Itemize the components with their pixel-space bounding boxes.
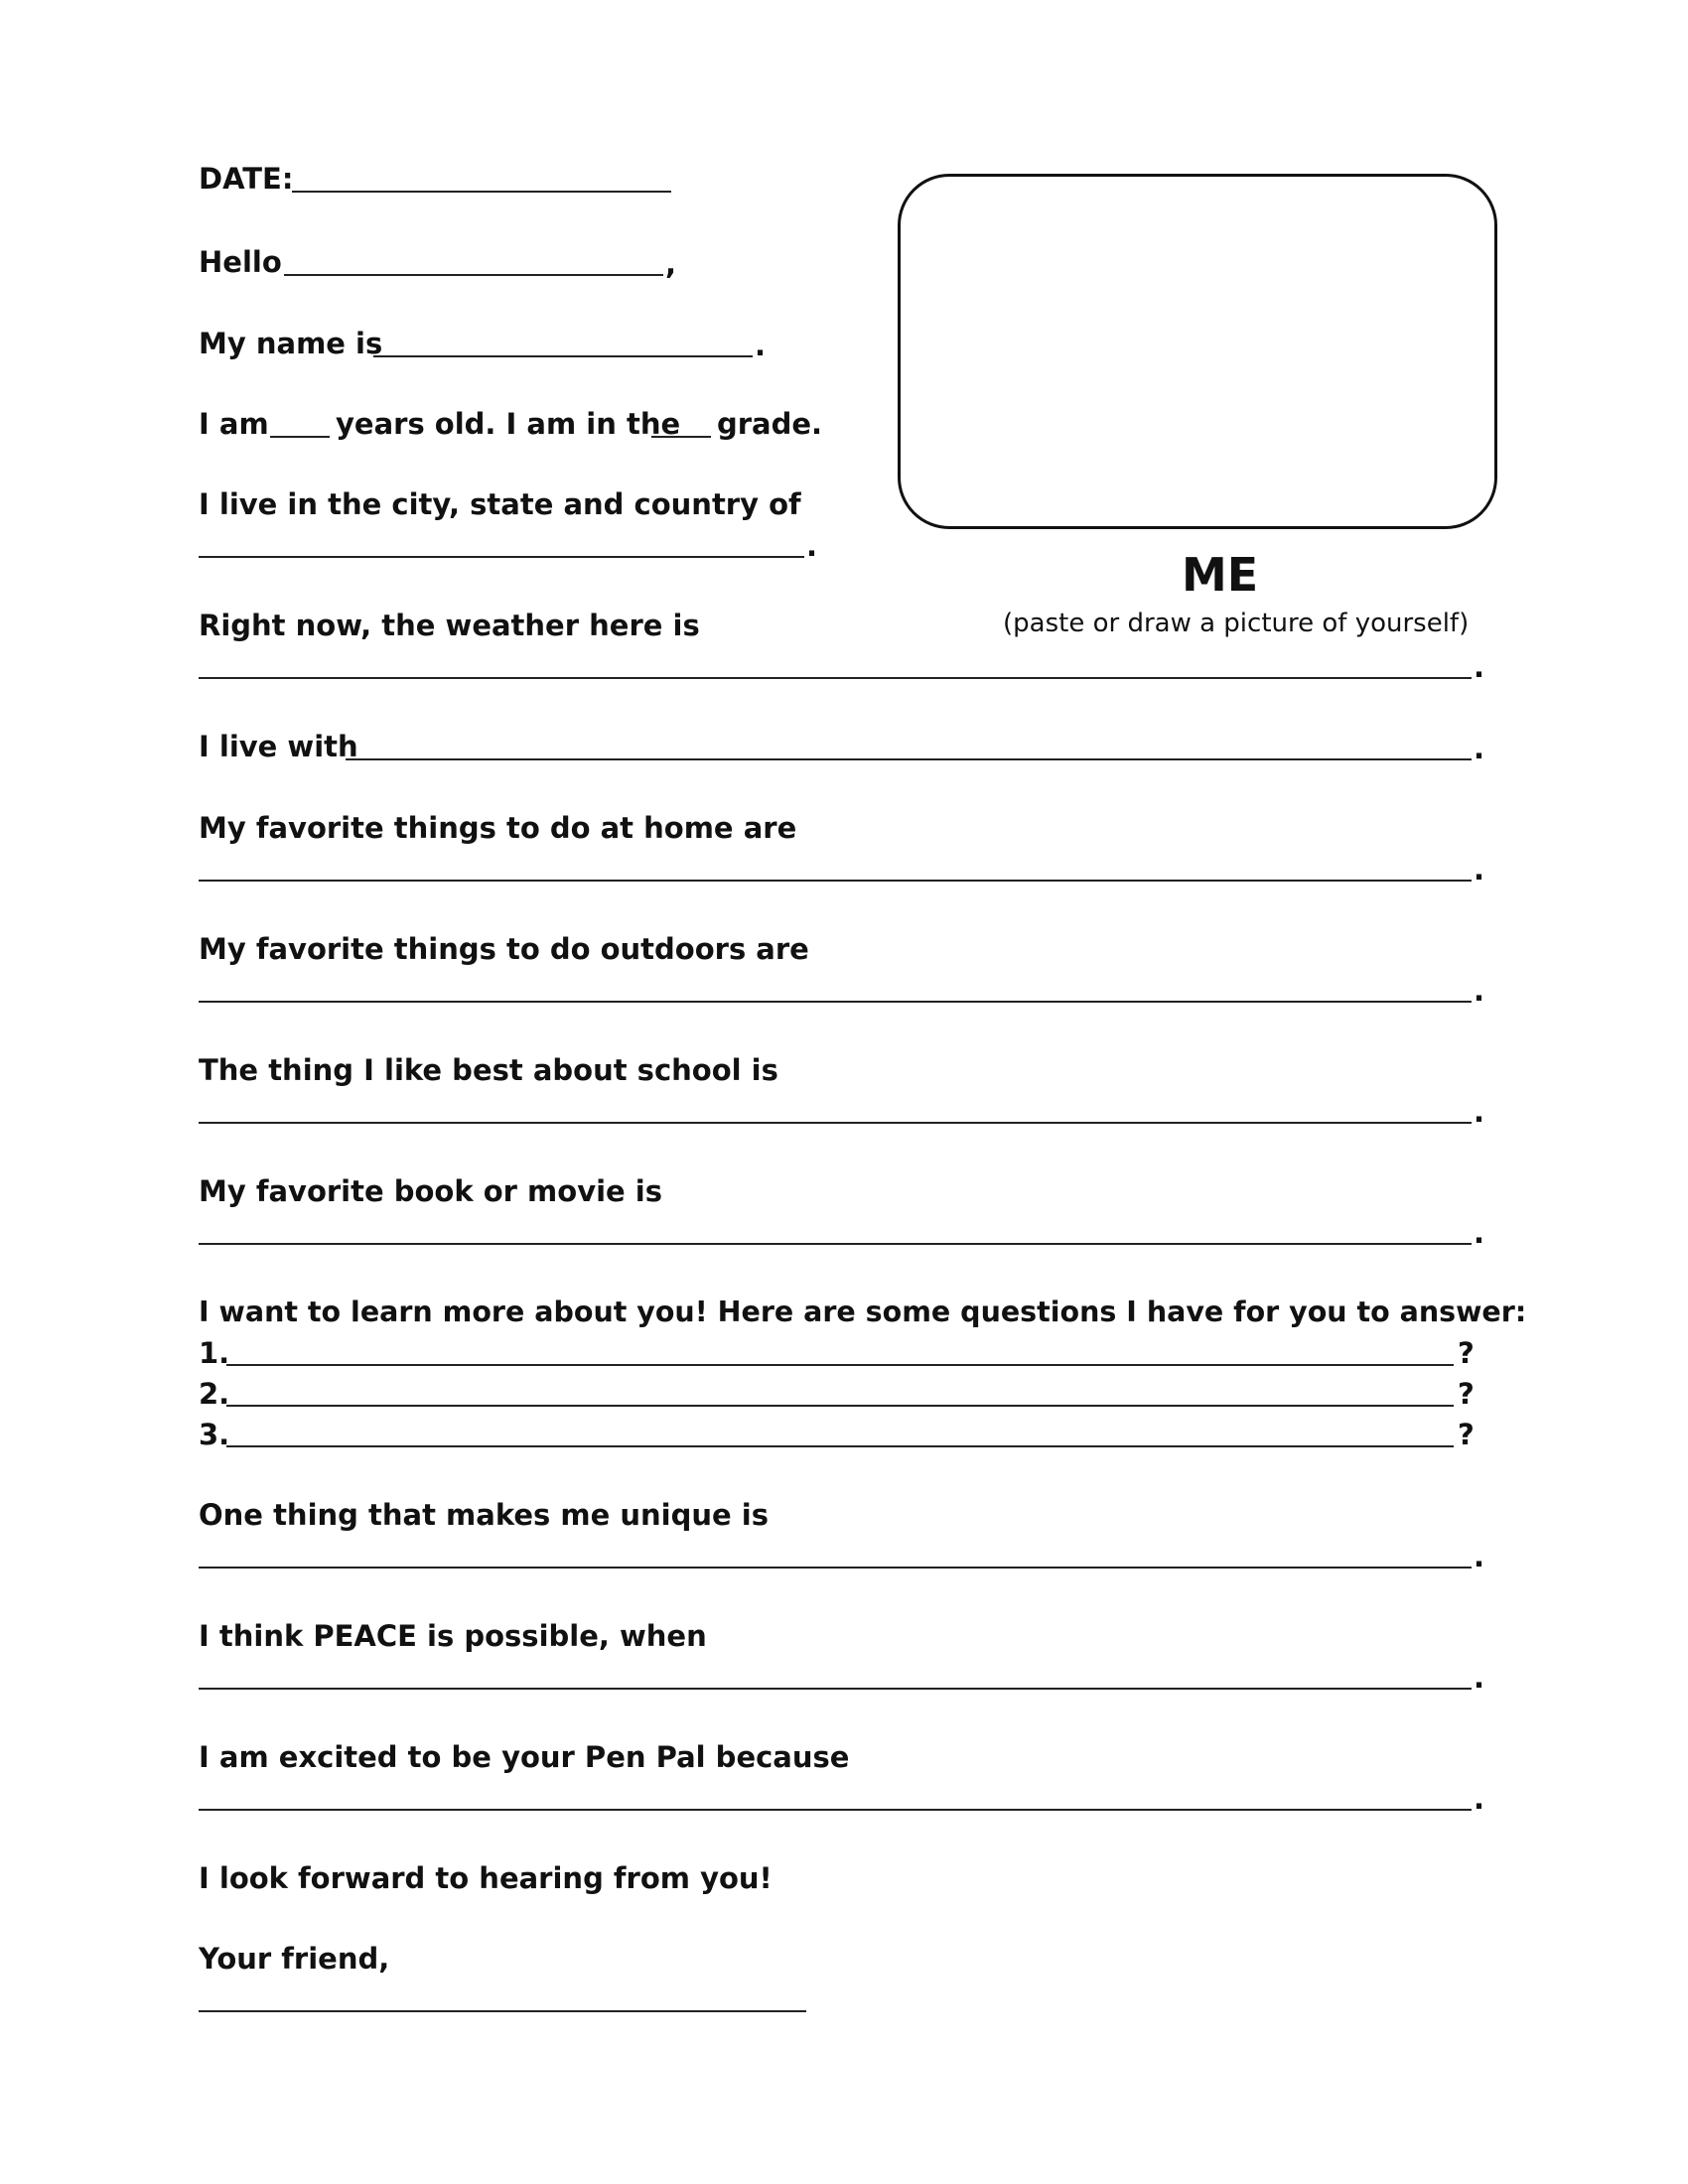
weather-period: .: [1474, 650, 1485, 684]
book-period: .: [1474, 1216, 1485, 1250]
date-label: DATE:: [199, 162, 294, 196]
unique-label: One thing that makes me unique is: [199, 1498, 769, 1532]
book-field[interactable]: [199, 1243, 1472, 1245]
question-2-mark: ?: [1458, 1377, 1475, 1411]
age-label: I am: [199, 407, 269, 441]
outdoors-field[interactable]: [199, 1001, 1472, 1003]
location-field[interactable]: [199, 556, 804, 558]
question-2-number: 2.: [199, 1377, 230, 1411]
school-period: .: [1474, 1095, 1485, 1129]
question-3-mark: ?: [1458, 1418, 1475, 1451]
peace-period: .: [1474, 1661, 1485, 1695]
photo-title: ME: [1182, 548, 1259, 602]
age-field[interactable]: [270, 436, 330, 438]
school-label: The thing I like best about school is: [199, 1053, 778, 1087]
home-label: My favorite things to do at home are: [199, 811, 797, 845]
penpal-period: .: [1474, 1782, 1485, 1816]
questions-label: I want to learn more about you! Here are some questions I have for you to answer:: [199, 1296, 1527, 1328]
grade-suffix: grade.: [717, 407, 823, 441]
weather-field[interactable]: [199, 677, 1472, 679]
closing-line: I look forward to hearing from you!: [199, 1861, 773, 1895]
live-with-label: I live with: [199, 730, 358, 763]
sign-off: Your friend,: [199, 1942, 390, 1976]
question-3-field[interactable]: [226, 1445, 1454, 1447]
date-field[interactable]: [292, 191, 671, 193]
question-1-number: 1.: [199, 1336, 230, 1370]
signature-field[interactable]: [199, 2010, 806, 2012]
hello-label: Hello: [199, 245, 282, 279]
hello-comma: ,: [665, 247, 677, 281]
peace-label: I think PEACE is possible, when: [199, 1619, 707, 1653]
live-with-period: .: [1474, 732, 1485, 765]
my-name-field[interactable]: [373, 355, 753, 357]
home-period: .: [1474, 853, 1485, 887]
penpal-label: I am excited to be your Pen Pal because: [199, 1740, 850, 1774]
school-field[interactable]: [199, 1122, 1472, 1124]
question-1-mark: ?: [1458, 1336, 1475, 1370]
recipient-name-field[interactable]: [284, 274, 663, 276]
grade-label: years old. I am in the: [336, 407, 681, 441]
photo-caption: (paste or draw a picture of yourself): [1003, 609, 1470, 638]
question-3-number: 3.: [199, 1418, 230, 1451]
live-with-field[interactable]: [346, 758, 1472, 760]
name-label: My name is: [199, 327, 383, 360]
question-2-field[interactable]: [226, 1405, 1454, 1407]
photo-box[interactable]: [898, 174, 1497, 529]
location-label: I live in the city, state and country of: [199, 487, 801, 521]
unique-period: .: [1474, 1540, 1485, 1573]
question-1-field[interactable]: [226, 1364, 1454, 1366]
outdoors-period: .: [1474, 974, 1485, 1008]
outdoors-label: My favorite things to do outdoors are: [199, 932, 809, 966]
name-period: .: [755, 329, 767, 362]
home-field[interactable]: [199, 880, 1472, 882]
penpal-field[interactable]: [199, 1809, 1472, 1811]
unique-field[interactable]: [199, 1567, 1472, 1569]
location-period: .: [806, 529, 818, 563]
book-label: My favorite book or movie is: [199, 1174, 663, 1208]
weather-label: Right now, the weather here is: [199, 609, 700, 642]
grade-field[interactable]: [651, 436, 711, 438]
peace-field[interactable]: [199, 1688, 1472, 1690]
